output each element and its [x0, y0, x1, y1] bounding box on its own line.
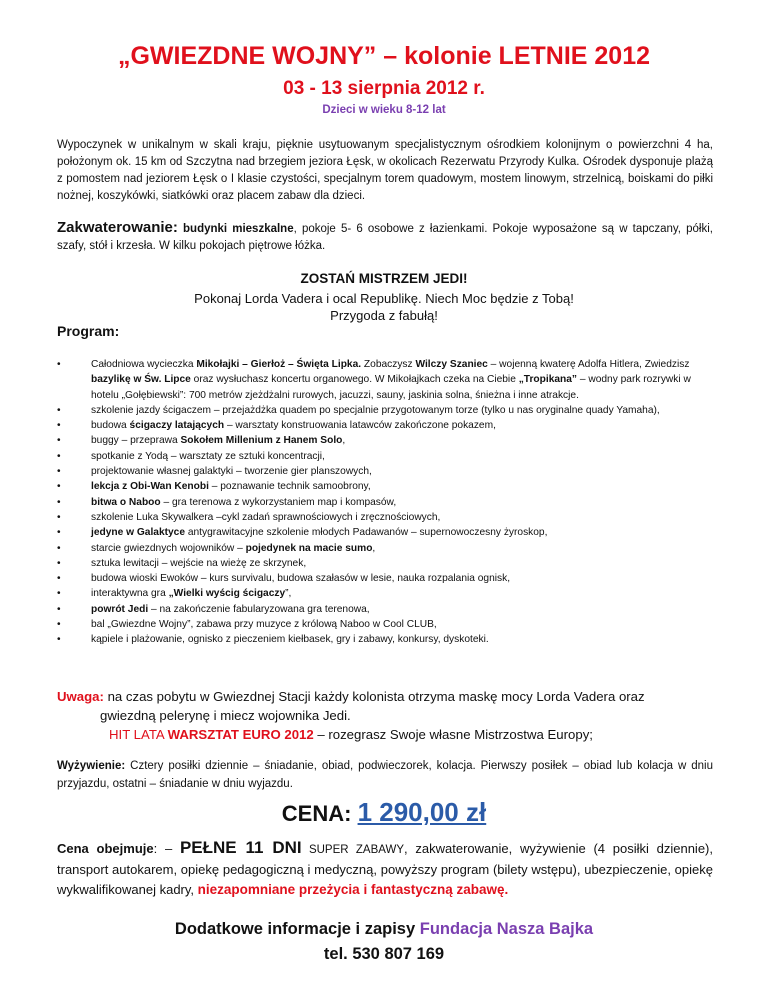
price-line — [0, 797, 768, 828]
program-item-bold: pojedynek na macie sumo — [245, 542, 373, 554]
program-item-text: interaktywna gra — [91, 588, 169, 600]
program-item-text: kąpiele i plażowanie, ognisko z pieczeniem kiełbasek, gry i zabawy, konkursy, dyskoteki. — [91, 634, 489, 646]
program-item-text: – wojenną kwaterę Adolfa Hitlera, Zwiedzisz — [487, 359, 690, 370]
hit-label: HIT LATA — [109, 727, 168, 742]
program-item — [57, 632, 717, 647]
age-range: Dzieci w wieku 8-12 lat — [322, 104, 446, 116]
footer-org[interactable]: Fundacja Nasza Bajka — [419, 920, 594, 938]
program-item-text: projektowanie własnej galaktyki – tworzenie gier planszowych, — [91, 466, 372, 478]
camp-dates: 03 - 13 sierpnia 2012 r. — [283, 78, 485, 99]
program-heading: Program: — [57, 323, 120, 339]
jedi-line-1: Pokonaj Lorda Vadera i ocal Republikę. Niech Moc będzie z Tobą! — [194, 291, 574, 306]
program-item-text: spotkanie z Yodą – warsztaty ze sztuki koncentracji, — [91, 450, 325, 462]
program-item-bold: Mikołajki – Gierłoż – Święta Lipka. — [196, 359, 362, 370]
program-item-text: sztuka lewitacji – wejście na wieżę ze skrzynek, — [91, 557, 307, 569]
program-item-text: budowa wioski Ewoków – kurs survivalu, budowa szałasów w lesie, nauka rozpalania ognisk, — [91, 573, 511, 585]
program-item-text: budowa — [91, 420, 130, 432]
program-item-text: szkolenie Luka Skywalkera –cykl zadań sprawnościowych i zręcznościowych, — [91, 511, 441, 523]
program-item-text: , — [342, 435, 346, 447]
bullet-dot-icon: • — [57, 527, 61, 539]
program-item-bold: jedyne w Galaktyce — [91, 527, 186, 539]
footer-phone[interactable]: tel. 530 807 169 — [323, 945, 445, 963]
program-item-bold: „Tropikana” — [518, 374, 578, 386]
program-item-text: – poznawanie technik samoobrony, — [208, 481, 371, 493]
program-item — [57, 541, 717, 556]
price-label: CENA — [281, 801, 345, 826]
accommodation-bold: budynki mieszkalne — [183, 223, 294, 235]
accommodation-text: , pokoje 5- 6 osobowe z łazienkami. Pokoje wyposażone są w tapczany, półki, szafy, stół i krzesła. W kilku pokojach piętrowe łóżka. — [57, 223, 713, 252]
bullet-dot-icon: • — [57, 542, 61, 554]
bullet-dot-icon: • — [57, 496, 61, 508]
program-item-bold: ścigaczy latających — [129, 420, 225, 432]
includes-colon: : — [153, 841, 158, 856]
program-item — [57, 586, 717, 601]
food-text: Cztery posiłki dziennie – śniadanie, obiad, podwieczorek, kolacja. Pierwszy posiłek – obiad lub kolacja w dniu przyjazdu, ostatni – śniadanie w dniu wyjazdu. — [57, 760, 713, 790]
bullet-dot-icon: • — [57, 573, 61, 585]
program-item — [57, 510, 717, 525]
program-item-bold: bazylikę w Św. Lipce — [91, 374, 191, 386]
program-item — [57, 449, 717, 464]
includes-text: , zakwaterowanie, wyżywienie (4 posiłki dziennie), transport autokarem, opiekę pedagogiczną i medyczną, powyższy program (bilety wstępu), ubezpieczenie, opiekę wykwalifikowanej kadry, — [57, 841, 713, 897]
program-item-bold: Sokołem Millenium z Hanem Solo — [180, 435, 343, 447]
includes-highlight: niezapomniane przeżycia i fantastyczną zabawę. — [197, 882, 509, 897]
program-item-text: Całodniowa wycieczka — [91, 359, 197, 370]
jedi-subtitle — [0, 290, 768, 324]
jedi-heading: ZOSTAŃ MISTRZEM JEDI! — [300, 271, 468, 286]
note-section — [57, 687, 717, 744]
hit-bold: WARSZTAT EURO 2012 — [167, 727, 314, 742]
bullet-dot-icon: • — [57, 619, 61, 631]
program-item-bold: „Wielki wyścig ścigaczy — [168, 588, 286, 600]
program-item — [57, 495, 717, 510]
program-item — [57, 602, 717, 617]
program-item — [57, 525, 717, 540]
program-item-text: – warsztaty konstruowania latawców zakończone pokazem, — [224, 420, 496, 432]
program-item-text: starcie gwiezdnych wojowników – — [91, 542, 246, 554]
program-item-bold: powrót Jedi — [91, 603, 149, 615]
program-item-text: oraz wysłuchasz koncertu organowego. W Mikołajkach czeka na Ciebie — [190, 374, 519, 386]
program-item — [57, 479, 717, 494]
accommodation-label: Zakwaterowanie: — [57, 219, 178, 236]
program-item — [57, 403, 717, 418]
footer-info-text: Dodatkowe informacje i zapisy — [174, 920, 420, 938]
price-value: 1 290,00 zł — [357, 797, 487, 827]
food-label: Wyżywienie: — [57, 760, 126, 772]
hit-rest: – rozegrasz Swoje własne Mistrzostwa Europy; — [313, 727, 593, 742]
includes-caps: SUPER ZABAWY — [301, 844, 405, 856]
program-item-text: – na zakończenie fabularyzowana gra terenowa, — [148, 603, 370, 615]
program-item-text: antygrawitacyjne szkolenie młodych Padawanów – supernowoczesny żyroskop, — [185, 527, 548, 539]
intro-paragraph: Wypoczynek w unikalnym w skali kraju, pięknie usytuowanym specjalistycznym ośrodkiem kolonijnym o powierzchni 4 ha, położonym ok. 15 km od Szczytna nad brzegiem jeziora Łęsk, w okolicach Rezerwatu Przyrody Kulka. Ośrodek dysponuje plażą z pomostem nad jeziorem Łęsk o I klasie czystości, specjalnym torem quadowym, mostem linowym, strzelnicą, boiskami do piłki nożnej, koszykówki, siatkówki oraz placem zabaw dla dzieci. — [57, 139, 713, 202]
program-item-bold: lekcja z Obi-Wan Kenobi — [91, 481, 209, 493]
program-item-text: buggy – przeprawa — [91, 435, 181, 447]
program-item — [57, 357, 717, 403]
food-paragraph — [57, 757, 713, 793]
jedi-line-2: Przygoda z fabułą! — [330, 308, 438, 323]
bullet-dot-icon: • — [57, 466, 61, 478]
note-text-2: gwiezdną pelerynę i miecz wojownika Jedi. — [100, 708, 351, 723]
bullet-dot-icon: • — [57, 511, 61, 523]
bullet-dot-icon: • — [57, 588, 61, 600]
program-item-text: , — [372, 542, 376, 554]
bullet-dot-icon: • — [57, 557, 61, 569]
includes-dash: – — [157, 841, 180, 856]
program-item-text: Zobaczysz — [361, 359, 416, 370]
program-item-bold: Wilczy Szaniec — [415, 359, 488, 370]
includes-label: Cena obejmuje — [57, 841, 154, 856]
bullet-dot-icon: • — [57, 481, 61, 493]
includes-days: PEŁNE 11 DNI — [179, 838, 302, 857]
bullet-dot-icon: • — [57, 404, 61, 416]
program-item-bold: bitwa o Naboo — [91, 496, 161, 508]
program-list — [57, 357, 717, 648]
includes-paragraph — [57, 838, 713, 900]
bullet-dot-icon: • — [57, 420, 61, 432]
price-colon: : — [344, 801, 358, 826]
page-title: „GWIEZDNE WOJNY” – kolonie LETNIE 2012 — [117, 42, 651, 70]
bullet-dot-icon: • — [57, 603, 61, 615]
program-item-text: – gra terenowa z wykorzystaniem map i kompasów, — [160, 496, 397, 508]
program-item — [57, 556, 717, 571]
bullet-dot-icon: • — [57, 450, 61, 462]
bullet-dot-icon: • — [57, 359, 61, 370]
note-label: Uwaga: — [57, 689, 104, 704]
accommodation-paragraph — [57, 219, 713, 255]
note-text-1: na czas pobytu w Gwiezdnej Stacji każdy kolonista otrzyma maskę mocy Lorda Vadera oraz — [103, 689, 645, 704]
bullet-dot-icon: • — [57, 435, 61, 447]
program-item-text: – wodny park rozrywki w hotelu „Gołębiewski”: 700 metrów zjeżdżalni rurowych, jacuzzi, sauny, jaskinia solna, śnieżna i inne atrakcje. — [91, 374, 691, 401]
program-item — [57, 571, 717, 586]
program-item-text: ”, — [285, 588, 292, 600]
program-item — [57, 617, 717, 632]
program-item — [57, 433, 717, 448]
footer-info — [0, 920, 768, 939]
program-item — [57, 418, 717, 433]
bullet-dot-icon: • — [57, 634, 61, 646]
program-item — [57, 464, 717, 479]
program-item-text: bal „Gwiezdne Wojny”, zabawa przy muzyce z królową Naboo w Cool CLUB, — [91, 619, 437, 631]
program-item-text: szkolenie jazdy ścigaczem – przejażdżka quadem po specjalnie przygotowanym torze (tylko u nas oryginalne quady Yamaha), — [91, 404, 660, 416]
